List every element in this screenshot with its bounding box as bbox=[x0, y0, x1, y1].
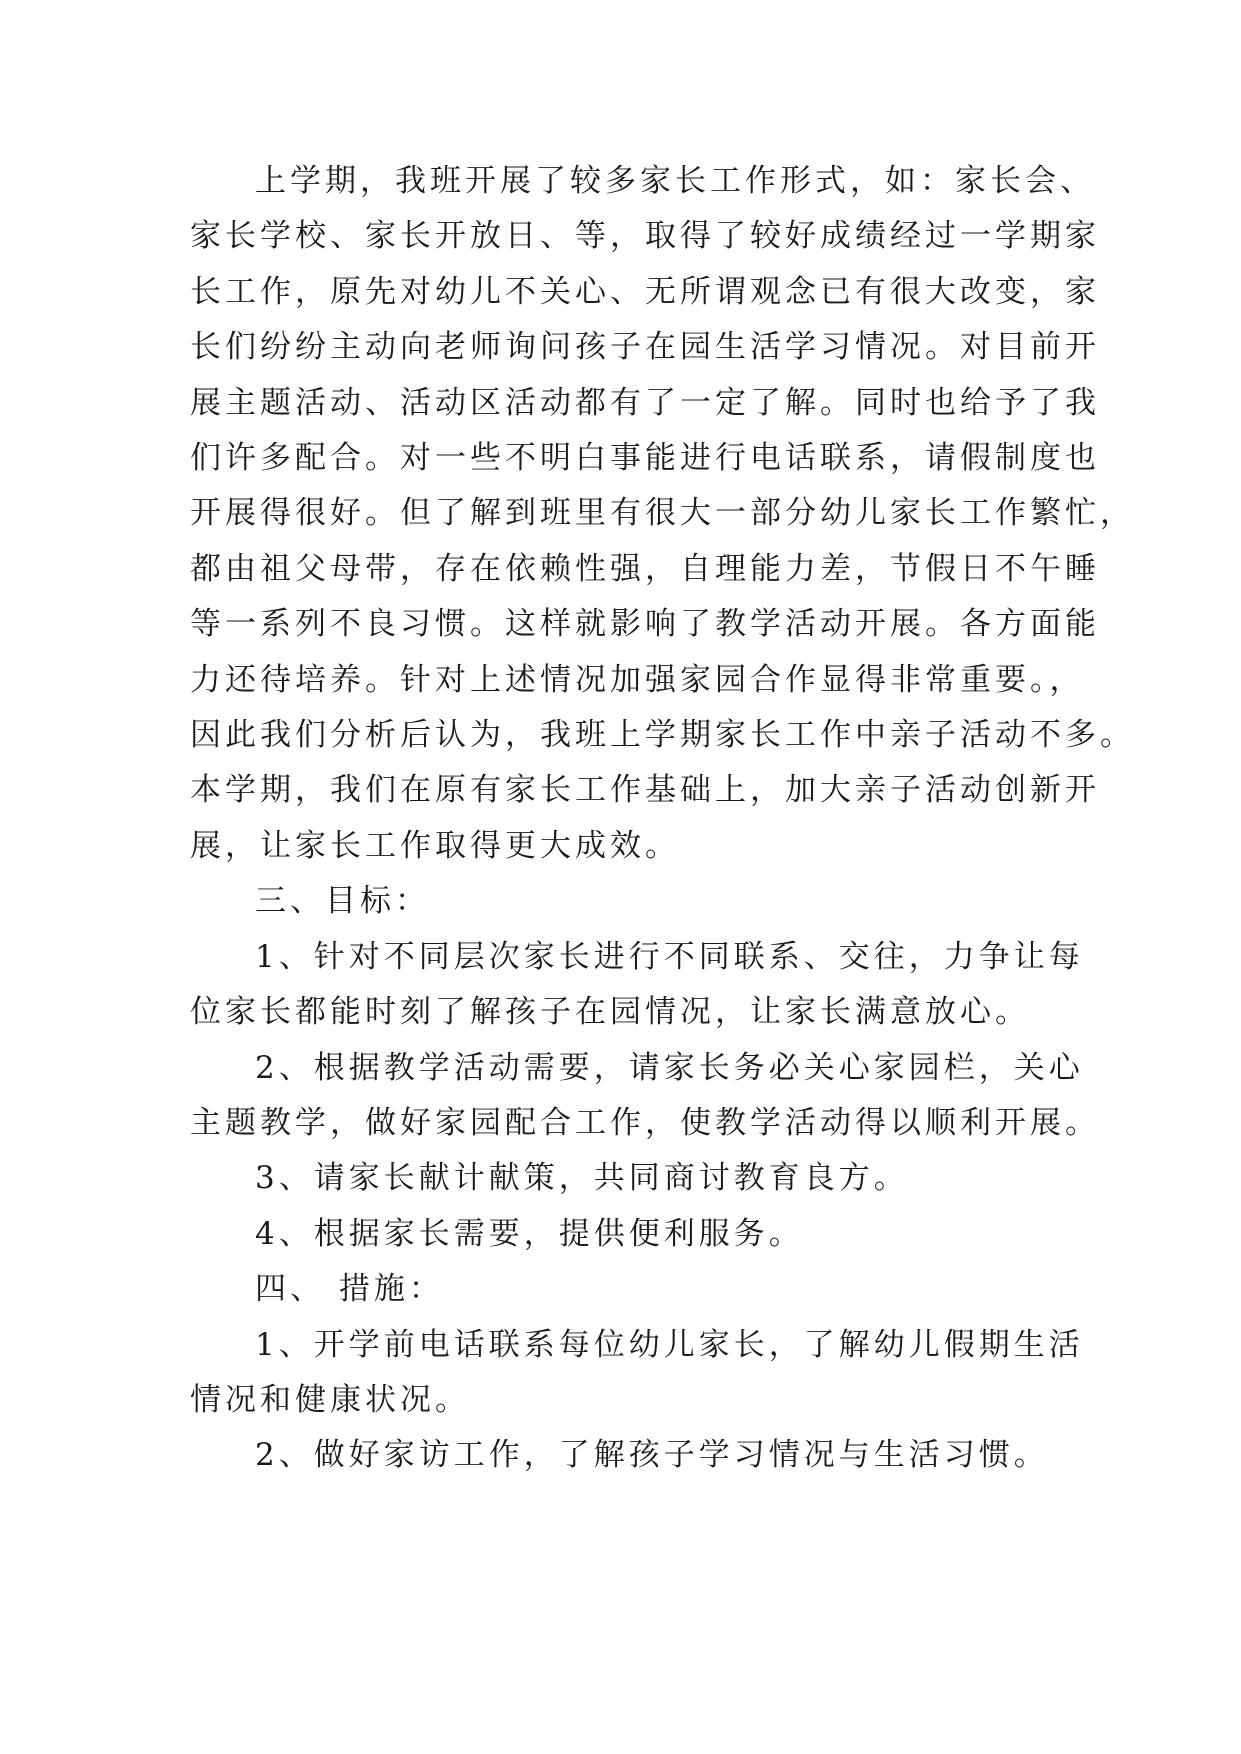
text-line: 主题教学，做好家园配合工作，使教学活动得以顺利开展。 bbox=[190, 1104, 1100, 1141]
heading-text: 四、 措施： bbox=[255, 1271, 444, 1308]
text-line: 1、开学前电话联系每位幼儿家长，了解幼儿假期生活 bbox=[255, 1326, 1084, 1363]
document-body bbox=[190, 154, 1135, 1484]
intro-paragraph bbox=[190, 154, 1135, 874]
text-line: 因此我们分析后认为，我班上学期家长工作中亲子活动不多。 bbox=[190, 717, 1135, 754]
text-line: 2、做好家访工作，了解孩子学习情况与生活习惯。 bbox=[255, 1437, 1049, 1474]
text-line: 位家长都能时刻了解孩子在园情况，让家长满意放心。 bbox=[190, 994, 1030, 1031]
text-line: 等一系列不良习惯。这样就影响了教学活动开展。各方面能 bbox=[190, 606, 1100, 643]
text-line: 本学期，我们在原有家长工作基础上，加大亲子活动创新开 bbox=[190, 772, 1100, 809]
section-heading-measures bbox=[190, 1262, 1070, 1317]
heading-text: 三、目标： bbox=[255, 883, 430, 920]
text-line: 展，让家长工作取得更大成效。 bbox=[190, 827, 680, 864]
text-line: 3、请家长献计献策，共同商讨教育良方。 bbox=[255, 1160, 909, 1197]
section-heading-goals bbox=[190, 874, 1070, 929]
goal-item-1 bbox=[190, 930, 1084, 1041]
goal-item-4 bbox=[190, 1207, 1070, 1262]
text-line: 上学期，我班开展了较多家长工作形式，如：家长会、 bbox=[255, 163, 1095, 199]
text-line: 展主题活动、活动区活动都有了一定了解。同时也给予了我 bbox=[190, 384, 1100, 421]
text-line: 长们纷纷主动向老师询问孩子在园生活学习情况。对目前开 bbox=[190, 329, 1100, 366]
text-line: 1、针对不同层次家长进行不同联系、交往，力争让每 bbox=[255, 938, 1084, 975]
text-line: 情况和健康状况。 bbox=[190, 1381, 470, 1418]
goal-item-2 bbox=[190, 1041, 1100, 1152]
text-line: 力还待培养。针对上述情况加强家园合作显得非常重要。， bbox=[190, 661, 1085, 698]
text-line: 长工作，原先对幼儿不关心、无所谓观念已有很大改变，家 bbox=[190, 273, 1100, 310]
text-line: 们许多配合。对一些不明白事能进行电话联系，请假制度也 bbox=[190, 440, 1100, 477]
text-line: 开展得很好。但了解到班里有很大一部分幼儿家长工作繁忙， bbox=[190, 495, 1135, 532]
text-line: 4、根据家长需要，提供便利服务。 bbox=[255, 1215, 804, 1252]
goal-item-3 bbox=[190, 1151, 1070, 1206]
measure-item-1 bbox=[190, 1318, 1084, 1429]
text-line: 家长学校、家长开放日、等，取得了较好成绩经过一学期家 bbox=[190, 218, 1100, 255]
measure-item-2 bbox=[190, 1428, 1070, 1483]
text-line: 2、根据教学活动需要，请家长务必关心家园栏，关心 bbox=[255, 1049, 1084, 1086]
text-line: 都由祖父母带，存在依赖性强，自理能力差，节假日不午睡 bbox=[190, 550, 1100, 587]
